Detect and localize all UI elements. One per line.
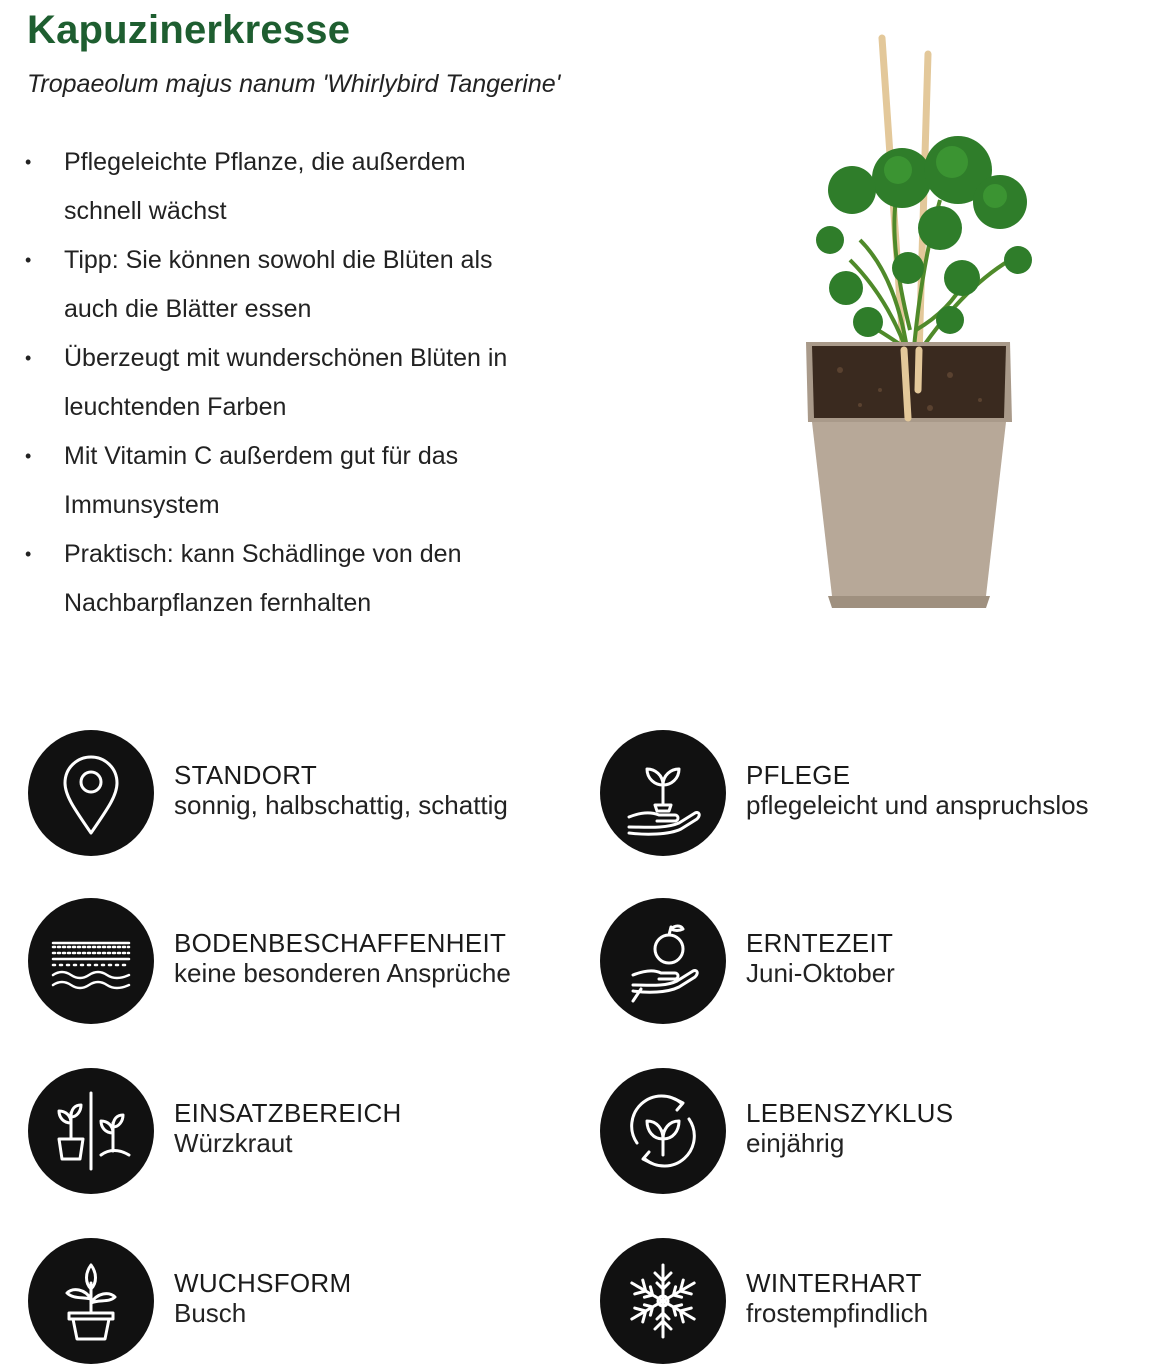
feature-standort — [28, 730, 548, 856]
page-title: Kapuzinerkresse — [27, 8, 351, 52]
feature-value: Würzkraut — [174, 1128, 293, 1158]
location-pin-icon — [28, 730, 154, 856]
cycle-leaf-icon — [600, 1068, 726, 1194]
feature-winterhart — [600, 1238, 1160, 1364]
feature-label: WUCHSFORM — [174, 1268, 352, 1298]
feature-value: pflegeleicht und anspruchslos — [746, 790, 1089, 820]
list-item — [0, 432, 620, 530]
feature-pflege — [600, 730, 1160, 856]
bullet-text-line: Immunsystem — [64, 491, 220, 519]
feature-value: keine besonderen Ansprüche — [174, 958, 511, 988]
feature-value: einjährig — [746, 1128, 845, 1158]
feature-wuchsform — [28, 1238, 548, 1364]
bullet-text-line: Nachbarpflanzen fernhalten — [64, 589, 372, 617]
botanical-name: Tropaeolum majus nanum 'Whirlybird Tangerine' — [27, 70, 561, 98]
feature-value: frostempfindlich — [746, 1298, 929, 1328]
bullet-text-line: auch die Blätter essen — [64, 295, 312, 323]
feature-lebenszyklus — [600, 1068, 1160, 1194]
feature-label: STANDORT — [174, 760, 318, 790]
feature-value: Juni-Oktober — [746, 958, 895, 988]
bullet-dot: • — [25, 446, 32, 466]
list-item — [0, 236, 620, 334]
feature-label: EINSATZBEREICH — [174, 1098, 402, 1128]
list-item — [0, 530, 620, 628]
list-item — [0, 334, 620, 432]
bullet-dot: • — [25, 152, 32, 172]
soil-layers-icon — [28, 898, 154, 1024]
bullet-text-line: Überzeugt mit wunderschönen Blüten in — [64, 344, 508, 372]
list-item — [0, 138, 620, 236]
bullet-text-line: Praktisch: kann Schädlinge von den — [64, 540, 462, 568]
feature-label: BODENBESCHAFFENHEIT — [174, 928, 507, 958]
feature-label: WINTERHART — [746, 1268, 922, 1298]
bullet-dot: • — [25, 348, 32, 368]
pot-and-ground-plant-icon — [28, 1068, 154, 1194]
feature-label: PFLEGE — [746, 760, 851, 790]
bullet-text-line: Pflegeleichte Pflanze, die außerdem — [64, 148, 466, 176]
feature-value: sonnig, halbschattig, schattig — [174, 790, 508, 820]
feature-label: ERNTEZEIT — [746, 928, 894, 958]
bullet-dot: • — [25, 250, 32, 270]
feature-bullet-list — [0, 138, 620, 628]
feature-label: LEBENSZYKLUS — [746, 1098, 954, 1128]
bullet-dot: • — [25, 544, 32, 564]
bullet-text-line: Tipp: Sie können sowohl die Blüten als — [64, 246, 493, 274]
bullet-text-line: Mit Vitamin C außerdem gut für das — [64, 442, 459, 470]
feature-value: Busch — [174, 1298, 247, 1328]
fruit-hand-icon — [600, 898, 726, 1024]
potted-bush-icon — [28, 1238, 154, 1364]
feature-erntezeit — [600, 898, 1160, 1024]
seedling-hand-icon — [600, 730, 726, 856]
plant-product-image — [790, 30, 1050, 620]
feature-einsatzbereich — [28, 1068, 548, 1194]
bullet-text-line: leuchtenden Farben — [64, 393, 287, 421]
bullet-text-line: schnell wächst — [64, 197, 227, 225]
feature-bodenbeschaffenheit — [28, 898, 548, 1024]
snowflake-icon — [600, 1238, 726, 1364]
